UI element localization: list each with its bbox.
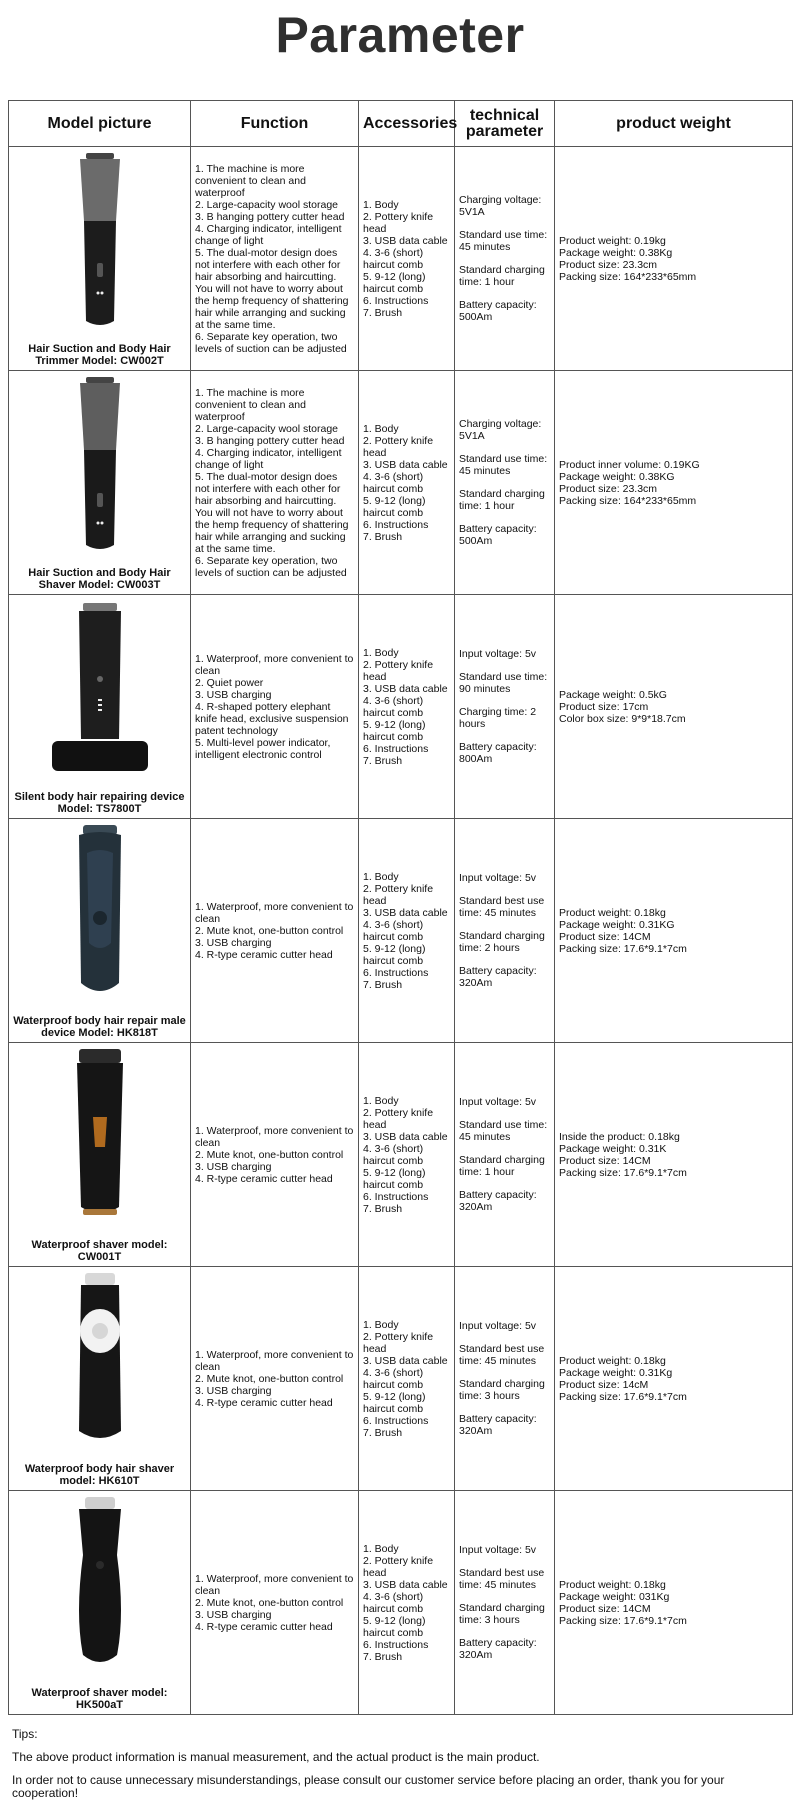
weight-line: Product size: 14CM — [559, 1602, 651, 1615]
function-cell — [191, 1267, 359, 1491]
technical-line: Standard use time: 45 minutes — [459, 229, 548, 253]
accessory-line: 4. 3-6 (short) haircut comb — [363, 246, 424, 271]
technical-line: Battery capacity: 320Am — [459, 1413, 537, 1437]
table-row — [9, 819, 793, 1043]
accessory-line: 4. 3-6 (short) haircut comb — [363, 1590, 424, 1615]
technical-line: Battery capacity: 320Am — [459, 965, 537, 989]
function-line: 2. Large-capacity wool storage — [195, 198, 338, 211]
accessories-cell — [359, 1267, 455, 1491]
technical-line: Standard best use time: 45 minutes — [459, 895, 545, 919]
accessory-line: 2. Pottery knife head — [363, 1330, 434, 1355]
accessory-line: 1. Body — [363, 1542, 399, 1555]
accessory-line: 4. 3-6 (short) haircut comb — [363, 1366, 424, 1391]
weight-line: Product size: 23.3cm — [559, 482, 658, 495]
function-line: 6. Separate key operation, two levels of suction can be adjusted — [195, 330, 347, 355]
technical-line: Charging time: 2 hours — [459, 706, 537, 730]
weight-line: Package weight: 0.31Kg — [559, 1366, 673, 1379]
accessories-cell — [359, 819, 455, 1043]
weight-line: Packing size: 17.6*9.1*7cm — [559, 1166, 687, 1179]
model-picture-cell — [9, 1043, 191, 1267]
technical-line: Battery capacity: 500Am — [459, 299, 537, 323]
technical-line: Input voltage: 5v — [459, 872, 537, 884]
accessory-line: 7. Brush — [363, 1202, 403, 1215]
accessory-line: 2. Pottery knife head — [363, 434, 434, 459]
compact-shaver-image — [9, 1495, 190, 1675]
weight-line: Product weight: 0.18kg — [559, 1354, 666, 1367]
function-line: 3. USB charging — [195, 1384, 272, 1397]
technical-cell — [455, 595, 555, 819]
technical-line: Standard charging time: 3 hours — [459, 1602, 545, 1626]
table-header-row — [9, 101, 793, 147]
accessory-line: 3. USB data cable — [363, 458, 448, 471]
technical-cell — [455, 371, 555, 595]
trimmer-image — [9, 151, 190, 331]
function-line: 2. Large-capacity wool storage — [195, 422, 338, 435]
model-picture-cell — [9, 1267, 191, 1491]
technical-line: Standard charging time: 1 hour — [459, 488, 545, 512]
technical-line: Battery capacity: 500Am — [459, 523, 537, 547]
function-line: 3. B hanging pottery cutter head 4. Charging indicator, intelligent change of light — [195, 434, 345, 471]
accessories-cell — [359, 595, 455, 819]
function-cell — [191, 819, 359, 1043]
weight-line: Product weight: 0.18kg — [559, 1578, 666, 1591]
function-line: 1. Waterproof, more convenient to clean — [195, 900, 354, 925]
table-row — [9, 595, 793, 819]
function-cell — [191, 147, 359, 371]
model-picture-cell — [9, 371, 191, 595]
accessory-line: 6. Instructions — [363, 294, 429, 307]
accessories-cell — [359, 147, 455, 371]
technical-line: Standard charging time: 3 hours — [459, 1378, 545, 1402]
accessory-line: 5. 9-12 (long) haircut comb — [363, 942, 426, 967]
weight-line: Package weight: 031Kg — [559, 1590, 670, 1603]
header-product-weight: product weight — [555, 101, 793, 147]
accessory-line: 6. Instructions — [363, 1638, 429, 1651]
shaver-image — [9, 375, 190, 555]
technical-line: Standard best use time: 45 minutes — [459, 1567, 545, 1591]
function-line: 3. USB charging — [195, 936, 272, 949]
function-line: 4. R-type ceramic cutter head — [195, 948, 333, 961]
function-line: 4. R-type ceramic cutter head — [195, 1620, 333, 1633]
weight-line: Product weight: 0.19kg — [559, 234, 666, 247]
accessory-line: 6. Instructions — [363, 1190, 429, 1203]
technical-line: Charging voltage: 5V1A — [459, 418, 542, 442]
model-caption: Waterproof shaver model: CW001T — [31, 1239, 168, 1263]
model-picture-cell — [9, 1491, 191, 1715]
function-line: 4. R-type ceramic cutter head — [195, 1396, 333, 1409]
accessory-line: 2. Pottery knife head — [363, 210, 434, 235]
tips-line: The above product information is manual measurement, and the actual product is the main product. — [12, 1750, 540, 1764]
function-line: 3. USB charging — [195, 1160, 272, 1173]
technical-line: Input voltage: 5v — [459, 1096, 537, 1108]
accessory-line: 7. Brush — [363, 530, 403, 543]
weight-cell — [555, 371, 793, 595]
header-technical-parameter: technical parameter — [455, 101, 555, 147]
technical-line: Standard use time: 45 minutes — [459, 1119, 548, 1143]
function-line: 1. Waterproof, more convenient to clean — [195, 1572, 354, 1597]
accessory-line: 7. Brush — [363, 978, 403, 991]
function-cell — [191, 595, 359, 819]
weight-line: Color box size: 9*9*18.7cm — [559, 712, 686, 725]
function-line: 1. Waterproof, more convenient to clean — [195, 652, 354, 677]
accessory-line: 4. 3-6 (short) haircut comb — [363, 1142, 424, 1167]
function-line: 2. Mute knot, one-button control — [195, 1148, 344, 1161]
accessory-line: 5. 9-12 (long) haircut comb — [363, 718, 426, 743]
model-caption: Waterproof body hair shaver model: HK610T — [24, 1463, 175, 1487]
function-line: 3. USB charging — [195, 688, 272, 701]
weight-line: Product inner volume: 0.19KG — [559, 458, 700, 471]
accessory-line: 6. Instructions — [363, 966, 429, 979]
model-picture-cell — [9, 819, 191, 1043]
technical-cell — [455, 819, 555, 1043]
weight-line: Package weight: 0.31KG — [559, 918, 675, 931]
parameter-table — [8, 100, 793, 1715]
textured-trimmer-image — [9, 823, 190, 1003]
accessory-line: 2. Pottery knife head — [363, 882, 434, 907]
accessory-line: 3. USB data cable — [363, 1130, 448, 1143]
accessory-line: 5. 9-12 (long) haircut comb — [363, 494, 426, 519]
accessory-line: 3. USB data cable — [363, 1578, 448, 1591]
technical-line: Standard best use time: 45 minutes — [459, 1343, 545, 1367]
accessory-line: 5. 9-12 (long) haircut comb — [363, 1390, 426, 1415]
accessory-line: 7. Brush — [363, 1426, 403, 1439]
accessory-line: 3. USB data cable — [363, 234, 448, 247]
function-line: 5. Multi-level power indicator, intelligent electronic control — [195, 736, 331, 761]
weight-cell — [555, 1491, 793, 1715]
accessory-line: 7. Brush — [363, 306, 403, 319]
accessory-line: 4. 3-6 (short) haircut comb — [363, 470, 424, 495]
accessory-line: 1. Body — [363, 870, 399, 883]
model-caption: Waterproof body hair repair male device Model: HK818T — [13, 1015, 186, 1039]
body-hair-shaver-image — [9, 1271, 190, 1451]
technical-cell — [455, 1043, 555, 1267]
weight-line: Package weight: 0.5kG — [559, 688, 667, 701]
accessory-line: 5. 9-12 (long) haircut comb — [363, 1614, 426, 1639]
accessory-line: 1. Body — [363, 1094, 399, 1107]
function-line: 6. Separate key operation, two levels of suction can be adjusted — [195, 554, 347, 579]
weight-cell — [555, 1267, 793, 1491]
technical-cell — [455, 147, 555, 371]
function-line: 1. Waterproof, more convenient to clean — [195, 1348, 354, 1373]
technical-line: Standard charging time: 1 hour — [459, 264, 545, 288]
weight-line: Product size: 17cm — [559, 700, 649, 713]
function-line: 1. Waterproof, more convenient to clean — [195, 1124, 354, 1149]
technical-line: Input voltage: 5v — [459, 1320, 537, 1332]
model-picture-cell — [9, 595, 191, 819]
weight-cell — [555, 147, 793, 371]
weight-line: Package weight: 0.38Kg — [559, 246, 673, 259]
header-function: Function — [191, 101, 359, 147]
technical-line: Standard charging time: 1 hour — [459, 1154, 545, 1178]
accessory-line: 2. Pottery knife head — [363, 1106, 434, 1131]
accessory-line: 1. Body — [363, 198, 399, 211]
function-line: 2. Quiet power — [195, 676, 264, 689]
accessory-line: 2. Pottery knife head — [363, 1554, 434, 1579]
technical-line: Battery capacity: 800Am — [459, 741, 537, 765]
model-picture-cell — [9, 147, 191, 371]
function-line: 3. B hanging pottery cutter head 4. Charging indicator, intelligent change of light — [195, 210, 345, 247]
technical-line: Battery capacity: 320Am — [459, 1189, 537, 1213]
accessory-line: 3. USB data cable — [363, 682, 448, 695]
table-row — [9, 1267, 793, 1491]
accessory-line: 7. Brush — [363, 1650, 403, 1663]
weight-line: Packing size: 17.6*9.1*7cm — [559, 1614, 687, 1627]
weight-line: Product size: 14CM — [559, 1154, 651, 1167]
black-shaver-image — [9, 1047, 190, 1227]
table-row — [9, 147, 793, 371]
function-line: 1. The machine is more convenient to clean and waterproof — [195, 386, 306, 423]
accessory-line: 2. Pottery knife head — [363, 658, 434, 683]
model-caption: Hair Suction and Body Hair Shaver Model: CW003T — [28, 567, 171, 591]
table-row — [9, 371, 793, 595]
accessory-line: 1. Body — [363, 646, 399, 659]
function-cell — [191, 1491, 359, 1715]
function-line: 4. R-shaped pottery elephant knife head, exclusive suspension patent technology — [195, 700, 349, 737]
accessory-line: 6. Instructions — [363, 518, 429, 531]
weight-line: Packing size: 17.6*9.1*7cm — [559, 1390, 687, 1403]
accessory-line: 7. Brush — [363, 754, 403, 767]
technical-line: Standard use time: 45 minutes — [459, 453, 548, 477]
tips-line: In order not to cause unnecessary misunderstandings, please consult our customer service before placing an order, thank you for your cooperation! — [12, 1773, 725, 1800]
weight-cell — [555, 819, 793, 1043]
function-line: 5. The dual-motor design does not interfere with each other for hair absorbing and haircutting. You will not have to worry about the hemp frequency of shattering hair while arranging and sucking at the same time. — [195, 470, 349, 555]
function-line: 2. Mute knot, one-button control — [195, 924, 344, 937]
technical-line: Input voltage: 5v — [459, 1544, 537, 1556]
accessory-line: 1. Body — [363, 422, 399, 435]
accessory-line: 1. Body — [363, 1318, 399, 1331]
accessories-cell — [359, 1043, 455, 1267]
header-accessories: Accessories — [359, 101, 455, 147]
technical-line: Charging voltage: 5V1A — [459, 194, 542, 218]
accessory-line: 6. Instructions — [363, 1414, 429, 1427]
function-line: 2. Mute knot, one-button control — [195, 1372, 344, 1385]
weight-line: Product weight: 0.18kg — [559, 906, 666, 919]
weight-line: Packing size: 164*233*65mm — [559, 494, 697, 507]
weight-line: Package weight: 0.38KG — [559, 470, 675, 483]
weight-line: Product size: 14CM — [559, 930, 651, 943]
function-line: 2. Mute knot, one-button control — [195, 1596, 344, 1609]
accessories-cell — [359, 371, 455, 595]
weight-line: Packing size: 17.6*9.1*7cm — [559, 942, 687, 955]
weight-line: Packing size: 164*233*65mm — [559, 270, 697, 283]
tips-heading: Tips: — [12, 1727, 38, 1741]
technical-line: Input voltage: 5v — [459, 648, 537, 660]
technical-cell — [455, 1267, 555, 1491]
technical-line: Battery capacity: 320Am — [459, 1637, 537, 1661]
technical-line: Standard use time: 90 minutes — [459, 671, 548, 695]
weight-cell — [555, 1043, 793, 1267]
accessory-line: 5. 9-12 (long) haircut comb — [363, 1166, 426, 1191]
model-caption: Waterproof shaver model: HK500aT — [31, 1687, 168, 1711]
page-title: Parameter — [275, 7, 525, 63]
technical-line: Standard charging time: 2 hours — [459, 930, 545, 954]
trimmer-with-dock-image — [9, 599, 190, 779]
accessory-line: 3. USB data cable — [363, 906, 448, 919]
tips-section — [12, 1728, 788, 1810]
function-cell — [191, 371, 359, 595]
weight-line: Inside the product: 0.18kg — [559, 1130, 680, 1143]
weight-cell — [555, 595, 793, 819]
weight-line: Product size: 14cM — [559, 1378, 649, 1391]
accessory-line: 4. 3-6 (short) haircut comb — [363, 918, 424, 943]
function-line: 5. The dual-motor design does not interfere with each other for hair absorbing and haircutting. You will not have to worry about the hemp frequency of shattering hair while arranging and sucking at the same time. — [195, 246, 349, 331]
technical-cell — [455, 1491, 555, 1715]
weight-line: Package weight: 0.31K — [559, 1142, 667, 1155]
model-caption: Hair Suction and Body Hair Trimmer Model: CW002T — [28, 343, 171, 367]
function-line: 3. USB charging — [195, 1608, 272, 1621]
function-line: 4. R-type ceramic cutter head — [195, 1172, 333, 1185]
header-model-picture: Model picture — [9, 101, 191, 147]
function-line: 1. The machine is more convenient to clean and waterproof — [195, 162, 306, 199]
weight-line: Product size: 23.3cm — [559, 258, 658, 271]
function-cell — [191, 1043, 359, 1267]
accessory-line: 6. Instructions — [363, 742, 429, 755]
accessory-line: 4. 3-6 (short) haircut comb — [363, 694, 424, 719]
model-caption: Silent body hair repairing device Model: TS7800T — [14, 791, 185, 815]
accessories-cell — [359, 1491, 455, 1715]
accessory-line: 5. 9-12 (long) haircut comb — [363, 270, 426, 295]
accessory-line: 3. USB data cable — [363, 1354, 448, 1367]
table-row — [9, 1043, 793, 1267]
table-row — [9, 1491, 793, 1715]
